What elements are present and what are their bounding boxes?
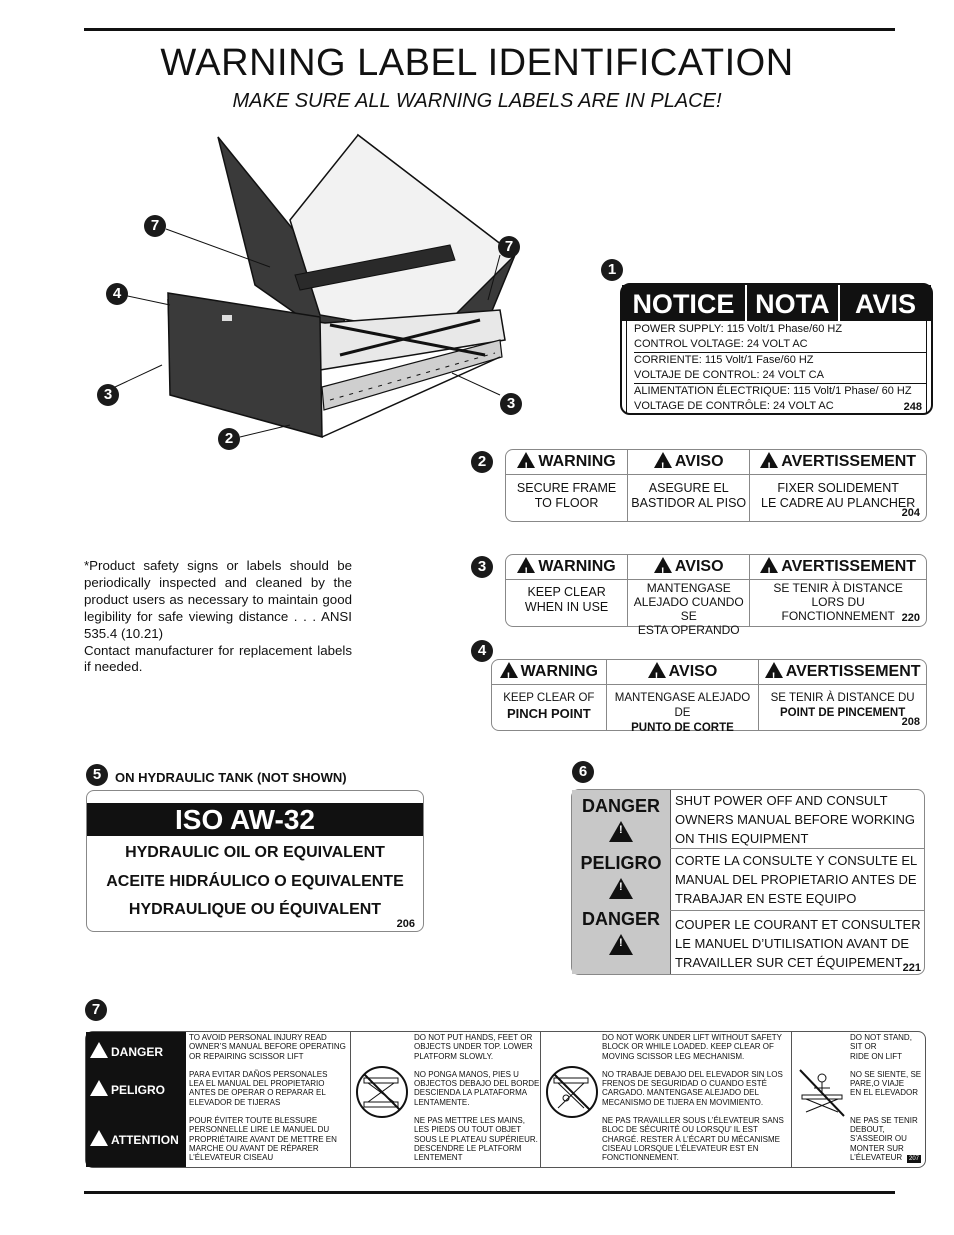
safety-note-text: *Product safety signs or labels should be periodically inspected and cleaned by the product users as necessary to maintain good legibility for safe viewing distance . . . ANSI 535.4 (10.21) [84,558,352,641]
hydraulic-oil-lines [87,836,423,925]
warning-label-4 [491,659,927,734]
contact-note-text: Contact manufacturer for replacement labels if needed. [84,642,352,675]
label3-badge: 3 [471,556,493,578]
label4-badge: 4 [471,640,493,662]
warning-heading: ! WARNING [506,450,628,474]
top-rule [84,28,895,31]
label3-header [506,555,926,580]
label3-cell-es: MANTENGASE ALEJADO CUANDO SE ESTA OPERANDO [628,580,750,626]
hydraulic-oil-label [86,790,424,932]
danger-word: DANGER [581,796,660,816]
label4-cell-fr: SE TENIR À DISTANCE DU POINT DE PINCEMENT [770,692,915,719]
avis-word: AVIS [854,289,916,319]
peligro-word: PELIGRO [580,853,662,873]
warning-triangle-icon [760,557,778,573]
attention-word: !ATTENTION [90,1130,179,1146]
warning-triangle-icon [760,452,778,468]
no-riding-on-lift-icon [796,1064,848,1120]
callout-7-right: 7 [498,236,520,258]
avertissement-heading: ! AVERTISSEMENT [750,450,926,474]
warning-triangle-icon [517,452,535,468]
label2-cell-es: ASEGURE EL BASTIDOR AL PISO [628,475,750,521]
label4-cell-es: MANTENGASE ALEJADO DE PUNTO DE CORTE [607,685,760,730]
lift-illustration [90,125,550,460]
notice-header [622,285,931,321]
nota-word: NOTA [747,285,840,321]
notice-body [626,321,927,414]
danger-triangle-icon [609,821,636,845]
notice-word: NOTICE [622,285,747,321]
callout-3-left: 3 [97,384,119,406]
danger-label [571,789,925,975]
warning-heading: ! WARNING [506,555,628,579]
oil-line-en: HYDRAULIC OIL OR EQUIVALENT [125,844,385,861]
callout-7-left: 7 [144,215,166,237]
label4-body [492,685,926,734]
notice-line: CORRIENTE: 115 Volt/1 Fase/60 HZ [634,354,814,366]
danger-words-column [572,790,671,974]
warning-triangle-icon [654,557,672,573]
divider [670,848,924,849]
label3-body [506,580,926,637]
callout-4: 4 [106,283,128,305]
danger-triangle-icon [609,934,636,958]
notice-line: VOLTAJE DE CONTROL: 24 VOLT CA [634,368,926,384]
label5-caption: ON HYDRAULIC TANK (NOT SHOWN) [115,770,347,785]
label-code: 208 [901,716,920,728]
label3-cell-fr: SE TENIR À DISTANCE LORS DU FONCTIONNEMENT [773,581,903,623]
warning-triangle-icon [654,452,672,468]
label7-words-column [86,1032,186,1167]
safety-note [84,558,352,676]
divider [540,1032,541,1167]
peligro-word: !PELIGRO [90,1080,165,1096]
label2-body [506,475,926,521]
danger-word: !DANGER [90,1042,163,1058]
notice-label [620,283,933,415]
warning-triangle-icon [648,662,666,678]
divider [670,910,924,911]
warning-label-2 [505,449,927,522]
warning-triangle-icon [765,662,783,678]
notice-line: VOLTAGE DE CONTRÔLE: 24 VOLT AC [634,400,834,412]
label2-cell-fr: FIXER SOLIDEMENT LE CADRE AU PLANCHER [761,481,916,510]
danger-triangle-icon [609,878,636,902]
divider [350,1032,351,1167]
aviso-heading: ! AVISO [628,450,750,474]
notice-line: CONTROL VOLTAGE: 24 VOLT AC [634,337,926,353]
label1-badge: 1 [601,259,623,281]
label4-cell-en: KEEP CLEAR OF PINCH POINT [492,685,607,730]
label5-badge: 5 [86,764,108,786]
warning-label-3 [505,554,927,637]
aviso-heading: ! AVISO [628,555,750,579]
page-subtitle: MAKE SURE ALL WARNING LABELS ARE IN PLACE! [232,90,722,112]
label-code: 221 [902,962,921,974]
aviso-heading: ! AVISO [607,660,760,684]
notice-line: ALIMENTATION ÉLECTRIQUE: 115 Volt/1 Phase/ 60 HZ [634,385,912,397]
no-hands-under-top-icon [354,1064,410,1120]
label-code: 206 [396,918,415,930]
label7-badge: 7 [85,999,107,1021]
bottom-rule [84,1191,895,1194]
oil-line-fr: HYDRAULIQUE OU ÉQUIVALENT [128,901,382,918]
page-title: WARNING LABEL IDENTIFICATION [160,42,794,84]
label6-badge: 6 [572,761,594,783]
label2-header [506,450,926,475]
label7-col2: DO NOT PUT HANDS, FEET OR OBJECTS UNDER TOP. LOWER PLATFORM SLOWLY. NO PONGA MANOS, PIES U OBJECTOS DEBAJO DEL BORDE DESCIENDA LA PLATAFORMA LENTAMENTE. NE PAS METTRE LES MAINS, LES PIEDS OU TOUT OBJET SOUS LE PLATEAU SUPÉRIEUR. DESCENDRE LE PLATFORM LENTEMENT [414,1033,540,1163]
avertissement-heading: ! AVERTISSEMENT [759,660,926,684]
label7-col3: DO NOT WORK UNDER LIFT WITHOUT SAFETY BLOCK OR WHILE LOADED. KEEP CLEAR OF MOVING SCISSOR LEG MECHANISM. NO TRABAJE DEBAJO DEL ELEVADOR SIN LOS FRENOS DE SEGURIDAD O CUANDO ESTÉ CARGADO. MANTENGASE ALEJADO DEL MECANISMO DE TIJERA EN MOVIMIENTO. NE PAS TRAVAILLER SOUS L’ÉLEVATEUR SANS BLOC DE SÉCURITÉ OU LORSQU’ IL EST CHARGÉ. RESTER À L’ÉCART DU MÉCANISME CISEAU LORSQUE L’ÉLEVATEUR EST EN FONCTIONNEMENT. [602,1033,784,1163]
avertissement-heading: ! AVERTISSEMENT [750,555,926,579]
callout-2: 2 [218,428,240,450]
warning-heading: !WARNING [492,660,607,684]
label2-badge: 2 [471,451,493,473]
danger-word-fr: DANGER [581,909,660,929]
notice-line: POWER SUPPLY: 115 Volt/1 Phase/60 HZ [634,323,843,335]
label7-col1: TO AVOID PERSONAL INJURY READ OWNER’S MANUAL BEFORE OPERATING OR REPAIRING SCISSOR LIFT PARA EVITAR DAÑOS PERSONALES LEA EL MANUAL DEL PROPIETARIO ANTES DE OPERAR O REPARAR EL ELEVADOR DE TIJERAS POUR ÉVITER TOUTE BLESSURE PERSONNELLE LIRE LE MANUEL DU PROPRIÉTAIRE AVANT DE METTRE EN MARCHE OU AVANT DE RÉPARER L’ÉLEVATEUR CISEAU [189,1033,346,1163]
danger-text-en: SHUT POWER OFF AND CONSULT OWNERS MANUAL BEFORE WORKING ON THIS EQUIPMENT [675,793,916,846]
warning-triangle-icon [517,557,535,573]
label-code: 248 [903,401,922,413]
label4-header [492,660,926,685]
danger-text-fr: COUPER LE COURANT ET CONSULTER LE MANUEL D’UTILISATION AVANT DE TRAVAILLER SUR CET ÉQUIPEMENT [675,917,921,970]
label-code: 220 [901,612,920,624]
label7-col4: DO NOT STAND, SIT OR RIDE ON LIFT NO SE SIENTE, SE PARE,O VIAJE EN EL ELEVADOR NE PAS SE TENIR DEBOUT, S’ASSEOIR OU MONTER SUR L’ÉLEVATEUR [850,1033,922,1162]
label-code: 207 [908,1156,919,1162]
label-code: 204 [901,507,920,519]
warning-triangle-icon [500,662,518,678]
danger-text-es: CORTE LA CONSULTE Y CONSULTE EL MANUAL DEL PROPIETARIO ANTES DE TRABAJAR EN ESTE EQUIPO [675,853,918,906]
scissor-lift-label [85,1031,926,1168]
label3-cell-en: KEEP CLEAR WHEN IN USE [506,580,628,626]
iso-header: ISO AW-32 [87,803,423,836]
no-work-under-lift-icon [544,1064,600,1120]
oil-line-es: ACEITE HIDRÁULICO O EQUIVALENTE [106,872,404,890]
callout-3-right: 3 [500,393,522,415]
divider [791,1032,792,1167]
label2-cell-en: SECURE FRAME TO FLOOR [506,475,628,521]
